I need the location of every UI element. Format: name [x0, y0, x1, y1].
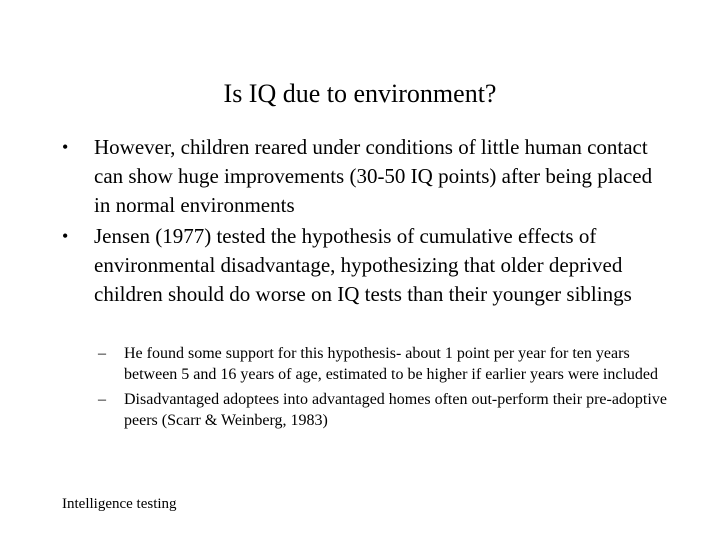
sub-bullet-item — [98, 343, 668, 385]
slide-title — [0, 78, 720, 110]
sub-bullet-list — [98, 343, 668, 435]
sub-bullet-item — [98, 389, 668, 431]
bullet-text: However, children reared under conditions of little human contact can show huge improvements (30-50 IQ points) after being placed in normal environments — [94, 135, 653, 217]
bullet-marker: • — [62, 137, 69, 157]
bullet-text: Jensen (1977) tested the hypothesis of cumulative effects of environmental disadvantage, hypothesizing that older deprived children should do worse on IQ tests than their younger siblings — [94, 224, 632, 306]
bullet-item — [62, 133, 672, 220]
bullet-item — [62, 222, 672, 309]
bullet-marker: • — [62, 226, 69, 246]
bullet-list — [62, 133, 672, 311]
slide-title-text: Is IQ due to environment? — [223, 79, 497, 108]
sub-bullet-text: He found some support for this hypothesis- about 1 point per year for ten years between 5 and 16 years of age, estimated to be higher if earlier years were included — [124, 345, 658, 383]
sub-bullet-marker: – — [98, 345, 106, 362]
sub-bullet-text: Disadvantaged adoptees into advantaged homes often out-perform their pre-adoptive peers (Scarr & Weinberg, 1983) — [124, 391, 667, 429]
slide-footer: Intelligence testing — [62, 496, 177, 512]
sub-bullet-marker: – — [98, 391, 106, 408]
